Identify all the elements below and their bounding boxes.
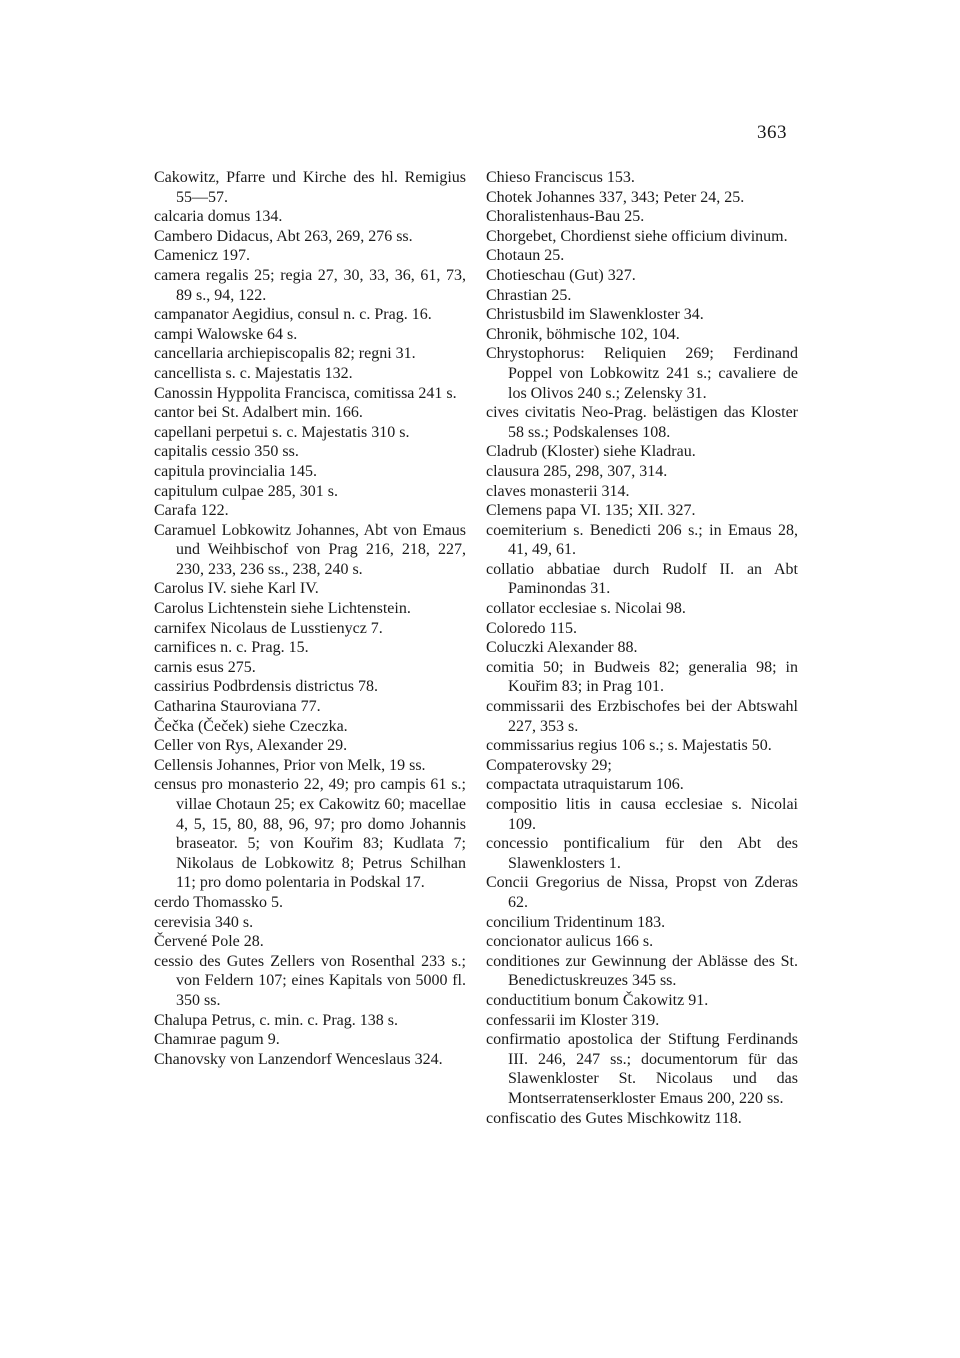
index-entry: Chronik, böhmische 102, 104. [486,325,680,343]
index-entry: cessio des Gutes Zellers von Rosenthal 233 s.; von Feldern 107; eines Kapitals von 5000 fl. 350 ss. [154,952,466,1009]
index-entry: campi Walowske 64 s. [154,325,298,343]
index-entry: confessarii im Kloster 319. [486,1011,660,1029]
index-entry: conductitium bonum Čakowitz 91. [486,991,709,1009]
index-entry: camera regalis 25; regia 27, 30, 33, 36, 61, 73, 89 s., 94, 122. [154,266,466,304]
index-entry: Cakowitz, Pfarre und Kirche des hl. Remigius 55—57. [154,169,466,206]
index-entry: capitula provincialia 145. [154,462,318,480]
index-entry: Camenicz 197. [154,247,250,265]
index-entry: carnifex Nicolaus de Lusstienycz 7. [154,619,383,637]
index-entry: campanator Aegidius, consul n. c. Prag. 16. [154,306,432,324]
index-entry: compositio litis in causa ecclesiae s. Nicolai 109. [486,796,798,833]
index-entry: confiscatio des Gutes Mischkowitz 118. [486,1109,742,1127]
index-entry: capitulum culpae 285, 301 s. [154,482,338,500]
index-entry: commissarius regius 106 s.; s. Majestatis 50. [486,737,772,755]
index-entry: cerevisia 340 s. [154,913,254,931]
index-entry: Cladrub (Kloster) siehe Kladrau. [486,443,696,461]
index-entry: Coluczki Alexander 88. [486,639,638,657]
index-column-right [486,168,798,1128]
index-entry: Carolus IV. siehe Karl IV. [154,580,319,598]
index-entry: Chrastian 25. [486,286,572,304]
index-entry: census pro monasterio 22, 49; pro campis 61 s.; villae Chotaun 25; ex Cakowitz 60; macellae 4, 5, 15, 80, 88, 96, 97; pro domo Johannis braseator. 5; von Kouřim 83; Kudlata 7; Nikolaus de Lobkowitz 8; Petrus Schilhan 11; pro domo polentaria in Podskal 17. [154,776,466,892]
index-entry: collatio abbatiae durch Rudolf II. an Abt Paminondas 31. [486,560,798,598]
index-entry: commissarii des Erzbischofes bei der Abtswahl 227, 353 s. [486,698,798,735]
index-entry: Chanovsky von Lanzendorf Wenceslaus 324. [154,1050,443,1068]
index-entry: Clemens papa VI. 135; XII. 327. [486,502,696,520]
index-entry: Carafa 122. [154,502,229,520]
index-entry: Chieso Franciscus 153. [486,169,635,186]
index-entry: Chamırae pagum 9. [154,1031,280,1049]
index-entry: cassirius Podbrdensis districtus 78. [154,678,378,696]
index-entry: Catharina Stauroviana 77. [154,698,321,716]
index-entry: Coloredo 115. [486,619,577,637]
index-entry: concessio pontificalium für den Abt des Slawenklosters 1. [486,835,798,872]
index-entry: Carolus Lichtenstein siehe Lichtenstein. [154,600,411,618]
index-entry: Christusbild im Slawenkloster 34. [486,306,704,324]
index-entry: confirmatio apostolica der Stiftung Ferdinands III. 246, 247 ss.; documentorum für das Slawenkloster St. Nicolaus und das Montserratenserkloster Emaus 200, 220 ss. [486,1031,798,1107]
index-entry: conditiones zur Gewinnung der Ablässe des St. Benedictuskreuzes 345 ss. [486,952,798,990]
index-entry: Caramuel Lobkowitz Johannes, Abt von Emaus und Weihbischof von Prag 216, 218, 227, 230, 233, 236 ss., 238, 240 s. [154,521,466,578]
index-entry: cives civitatis Neo-Prag. belästigen das Kloster 58 ss.; Podskalenses 108. [486,404,798,441]
index-entry: cerdo Thomassko 5. [154,893,284,911]
index-entry: comitia 50; in Budweis 82; generalia 98; in Kouřim 83; in Prag 101. [486,658,798,696]
index-entry: carnifices n. c. Prag. 15. [154,639,309,657]
index-entry: Chalupa Petrus, c. min. c. Prag. 138 s. [154,1011,398,1029]
page-number: 363 [757,122,787,143]
index-entry: cancellista s. c. Majestatis 132. [154,364,353,382]
index-entry: Čečka (Čeček) siehe Czeczka. [154,717,348,735]
index-entry: collator ecclesiae s. Nicolai 98. [486,600,686,618]
index-column-left [154,168,466,1069]
index-entry: capellani perpetui s. c. Majestatis 310 s. [154,423,410,441]
index-entry: compactata utraquistarum 106. [486,776,684,794]
index-entry: capitalis cessio 350 ss. [154,443,299,461]
index-entry: Concii Gregorius de Nissa, Propst von Zderas 62. [486,874,798,911]
index-entry: cantor bei St. Adalbert min. 166. [154,404,363,422]
index-entry: concilium Tridentinum 183. [486,913,666,931]
index-entry: Compaterovsky 29; [486,756,612,774]
index-entry: Chrystophorus: Reliquien 269; Ferdinand Poppel von Lobkowitz 241 s.; cavaliere de los Olivos 240 s.; Zelensky 31. [486,345,798,402]
index-entry: cancellaria archiepiscopalis 82; regni 31. [154,345,416,363]
index-entry: Chotieschau (Gut) 327. [486,266,636,284]
index-entry: Canossin Hyppolita Francisca, comitissa 241 s. [154,384,457,402]
index-entry: Chorgebet, Chordienst siehe officium divinum. [486,227,788,245]
index-entry: Cambero Didacus, Abt 263, 269, 276 ss. [154,227,413,245]
index-entry: clausura 285, 298, 307, 314. [486,462,668,480]
index-entry: Choralistenhaus-Bau 25. [486,208,645,226]
index-entry: claves monasterii 314. [486,482,630,500]
index-entry: calcaria domus 134. [154,208,283,226]
index-entry: Chotaun 25. [486,247,565,265]
index-entry: Celler von Rys, Alexander 29. [154,737,348,755]
index-entry: Chotek Johannes 337, 343; Peter 24, 25. [486,188,745,206]
index-entry: coemiterium s. Benedicti 206 s.; in Emaus 28, 41, 49, 61. [486,521,798,559]
index-entry: Červené Pole 28. [154,933,264,951]
index-entry: concionator aulicus 166 s. [486,933,654,951]
index-entry: carnis esus 275. [154,658,256,676]
index-entry: Cellensis Johannes, Prior von Melk, 19 ss. [154,756,426,774]
